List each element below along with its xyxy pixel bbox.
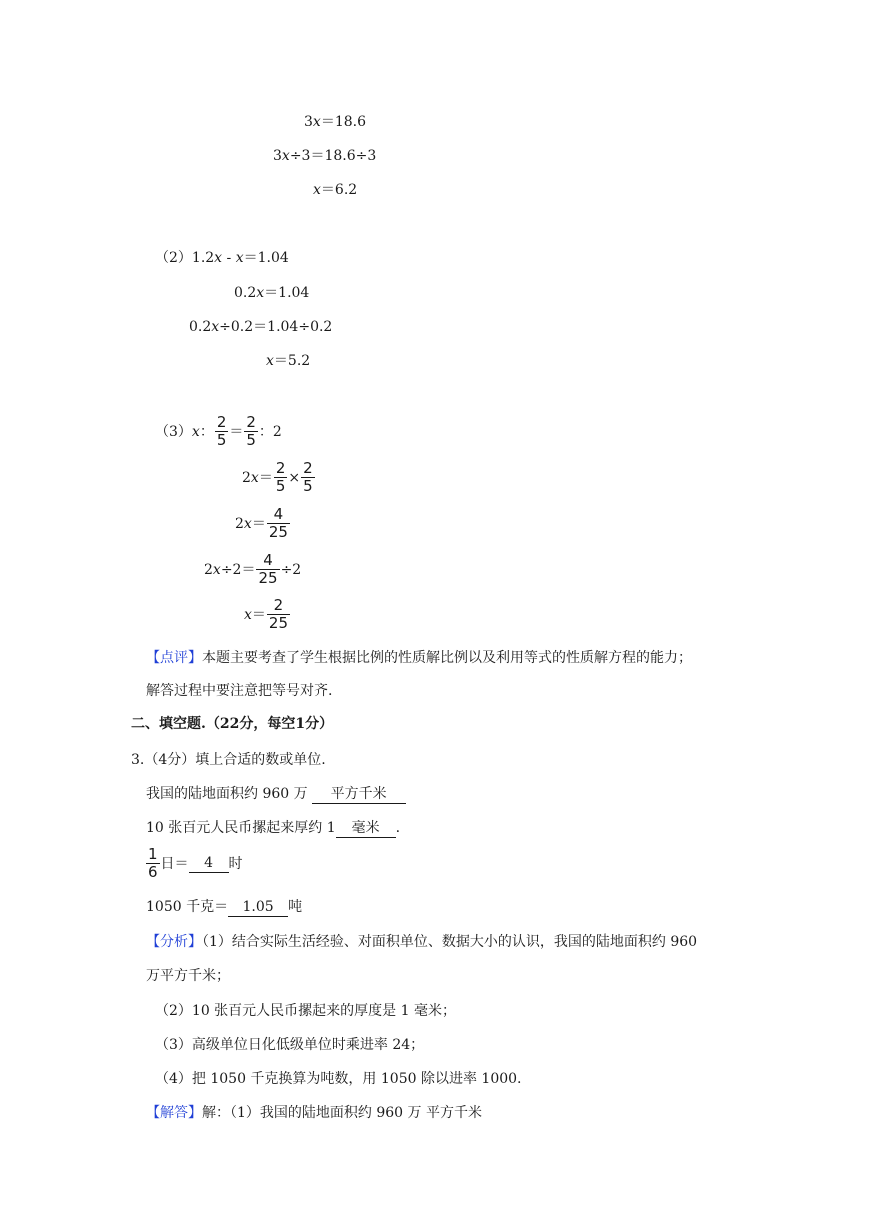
variable: x	[312, 114, 321, 130]
variable: x	[211, 319, 220, 335]
equation-line	[313, 180, 357, 200]
answer-blank: 平方千米	[312, 785, 406, 804]
answer-label: 【解答】	[146, 1105, 202, 1121]
fill-blank-line	[146, 846, 243, 881]
equation-rest: ＝18.6	[320, 114, 366, 130]
fraction: $\frac{2}{25}$	[268, 596, 288, 632]
equals-sign: ＝	[251, 515, 266, 532]
blank-prefix: 日＝	[160, 855, 189, 872]
equation-line	[204, 552, 301, 587]
analysis-line: （3）高级单位日化低级单位时乘进率 24；	[155, 1037, 425, 1053]
variable: x	[191, 423, 200, 440]
analysis-line: （2）10 张百元人民币摞起来的厚度是 1 毫米；	[155, 1003, 456, 1019]
analysis-line: 万平方千米；	[146, 968, 230, 984]
variable: x	[235, 250, 244, 266]
answer-text: 解：（1）我国的陆地面积约 960 万 平方千米	[202, 1105, 482, 1121]
times-sign: ×	[288, 469, 301, 486]
equation-rest: ＝5.2	[273, 353, 311, 369]
coefficient: 0.2	[189, 319, 212, 335]
analysis-line	[146, 932, 697, 952]
coefficient: 2	[204, 561, 213, 578]
equation-line	[242, 460, 316, 495]
variable: x	[214, 250, 223, 266]
equation-line	[304, 112, 366, 132]
equals-sign: ＝	[258, 469, 273, 486]
equation-line	[189, 317, 332, 337]
fraction: $\frac{2}{5}$	[246, 413, 256, 449]
problem-number: （3）	[155, 423, 192, 440]
coefficient: 2	[242, 469, 251, 486]
variable: x	[266, 353, 274, 369]
equation-rest: ＝1.04	[243, 250, 289, 266]
analysis-label: 【分析】	[146, 934, 202, 950]
answer-line	[146, 1103, 482, 1123]
equation-line	[234, 283, 309, 303]
coefficient: 3	[304, 114, 313, 130]
fraction: $\frac{1}{6}$	[148, 845, 158, 881]
equation-middle: ÷2＝	[220, 561, 256, 578]
blank-prefix: 1050 千克＝	[146, 899, 229, 915]
question-stem: 3.（4分）填上合适的数或单位.	[131, 752, 326, 768]
blank-suffix: 吨	[288, 899, 303, 915]
equation-line	[266, 351, 310, 371]
fraction: $\frac{2}{5}$	[275, 459, 286, 495]
ratio-colon: ：	[199, 423, 214, 440]
variable: x	[250, 469, 259, 486]
equation-rest: ÷0.2＝1.04÷0.2	[219, 319, 333, 335]
equals-sign: ＝	[251, 606, 266, 623]
variable: x	[313, 182, 321, 198]
fraction: $\frac{4}{25}$	[258, 551, 278, 587]
section-title: 二、填空题.（22分，每空1分）	[131, 716, 334, 732]
equation-line	[155, 248, 289, 268]
coefficient: 2	[235, 515, 244, 532]
blank-prefix: 10 张百元人民币摞起来厚约 1	[146, 820, 336, 836]
equation-line	[155, 414, 282, 449]
fraction: $\frac{2}{5}$	[216, 413, 227, 449]
problem-number: （2）1.2	[155, 250, 215, 266]
equation-rest: ÷3＝18.6÷3	[289, 148, 377, 164]
comment-line	[146, 681, 332, 701]
equals-sign: ＝	[229, 423, 244, 440]
equation-rest: ＝1.04	[264, 285, 310, 301]
equation-rest: ＝6.2	[320, 182, 358, 198]
blank-suffix: 时	[228, 855, 243, 872]
fill-blank-line	[146, 818, 400, 838]
blank-prefix: 我国的陆地面积约 960 万	[146, 786, 308, 802]
variable: x	[212, 561, 221, 578]
comment-text: 解答过程中要注意把等号对齐.	[146, 683, 333, 699]
equation-line	[244, 597, 291, 632]
fill-blank-line	[146, 784, 406, 804]
analysis-text: （1）结合实际生活经验、对面积单位、数据大小的认识，我国的陆地面积约 960	[202, 934, 698, 950]
fill-blank-line	[146, 897, 302, 917]
comment-line	[146, 648, 692, 668]
variable: x	[281, 148, 290, 164]
operator: -	[222, 250, 236, 266]
fraction: $\frac{2}{5}$	[303, 459, 313, 495]
fraction: $\frac{4}{25}$	[268, 505, 288, 541]
equation-line	[273, 146, 376, 166]
equation-line	[235, 506, 291, 541]
answer-blank: 4	[189, 854, 229, 873]
equation-rest: ÷2	[280, 561, 302, 578]
answer-blank: 毫米	[336, 819, 396, 838]
comment-text: 本题主要考查了学生根据比例的性质解比例以及利用等式的性质解方程的能力；	[202, 650, 692, 666]
blank-suffix: .	[395, 820, 401, 836]
coefficient: 0.2	[234, 285, 257, 301]
variable: x	[256, 285, 265, 301]
coefficient: 3	[273, 148, 282, 164]
answer-blank: 1.05	[228, 898, 288, 917]
variable: x	[243, 515, 252, 532]
analysis-line: （4）把 1050 千克换算为吨数，用 1050 除以进率 1000.	[155, 1071, 522, 1087]
equation-rest: ：2	[258, 423, 282, 440]
comment-label: 【点评】	[146, 650, 202, 666]
variable: x	[244, 606, 252, 623]
